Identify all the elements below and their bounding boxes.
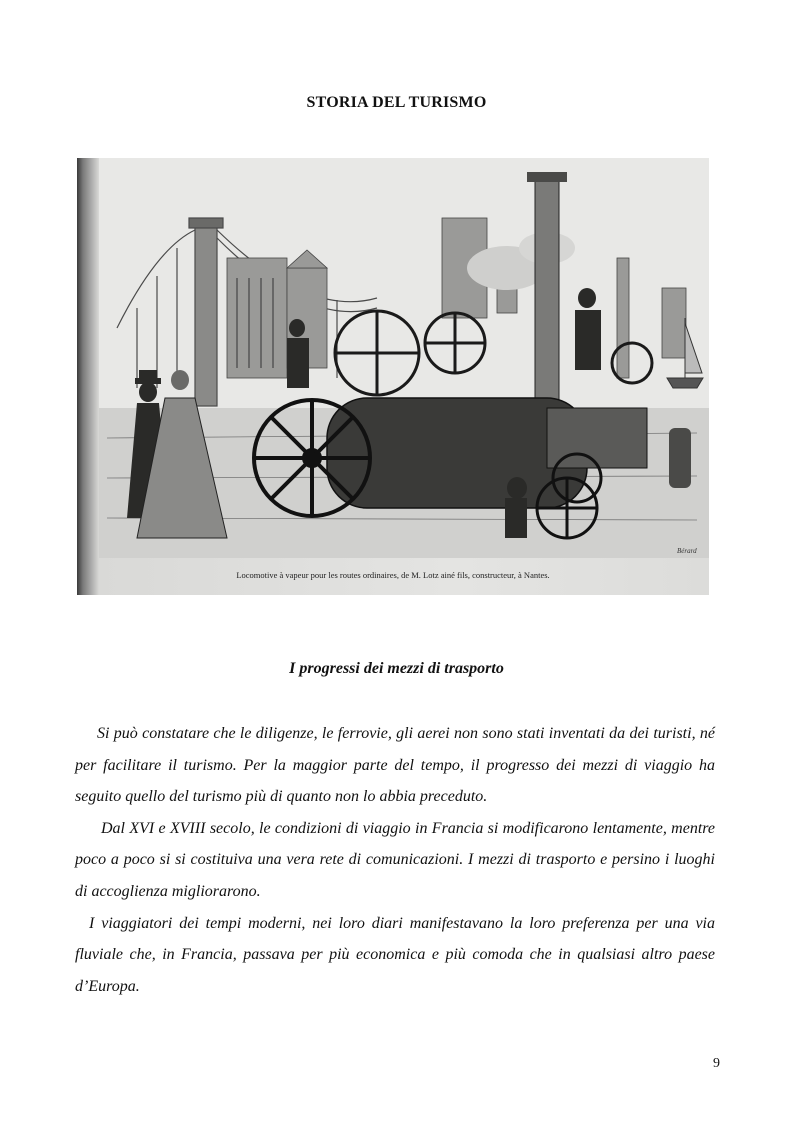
engraver-signature: Bérard [677, 547, 697, 555]
page-title: STORIA DEL TURISMO [306, 94, 487, 111]
steam-locomotive-engraving [77, 158, 709, 595]
engraving-illustration [77, 158, 709, 595]
section-title: I progressi dei mezzi di trasporto [289, 660, 504, 677]
paragraph: Dal XVI e XVIII secolo, le condizioni di viaggio in Francia si modificarono lentamente, mentre poco a poco si si costituiva una vera rete di comunicazioni. I mezzi di trasporto e persino i luoghi di accoglienza migliorarono. [75, 819, 715, 900]
paragraph: I viaggiatori dei tempi moderni, nei loro diari manifestavano la loro preferenza per una via fluviale che, in Francia, passava per più economica e più comoda che in qualsiasi altro paese d’Europa. [75, 914, 715, 995]
figure-caption: Locomotive à vapeur pour les routes ordinaires, de M. Lotz ainé fils, constructeur, à Nantes. [236, 570, 550, 580]
page-number: 9 [713, 1056, 720, 1071]
paragraph: Si può constatare che le diligenze, le ferrovie, gli aerei non sono stati inventati da dei turisti, né per facilitare il turismo. Per la maggior parte del tempo, il progresso dei mezzi di viaggio ha seguito quello del turismo più di quanto non lo abbia preceduto. [75, 725, 715, 806]
body-text [75, 718, 715, 1002]
